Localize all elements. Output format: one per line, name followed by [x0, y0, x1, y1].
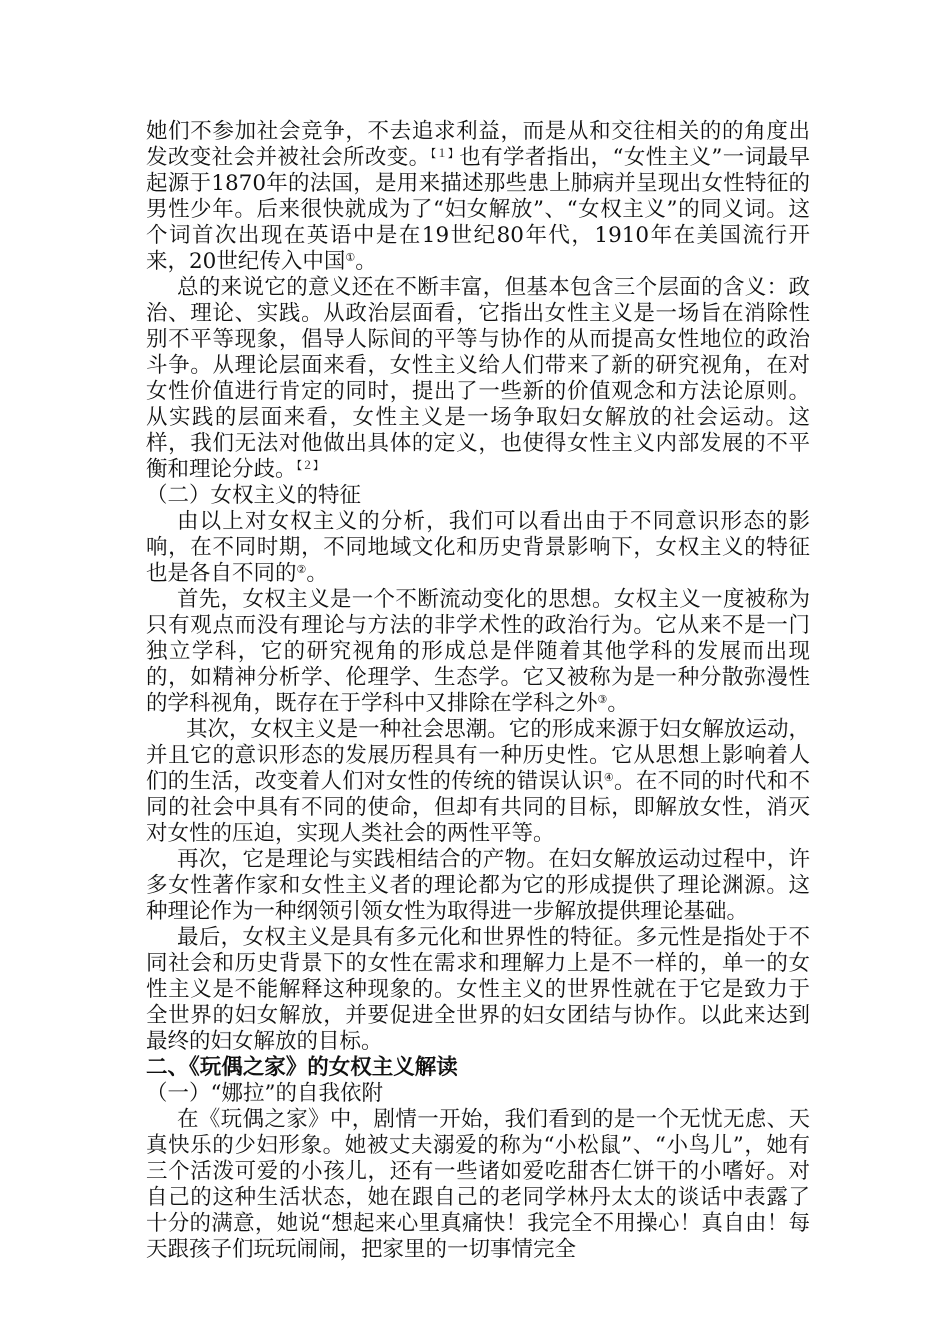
footnote-mark: ④ [603, 771, 615, 784]
footnote-mark: ① [345, 251, 356, 264]
citation-ref: 【２】 [296, 459, 325, 472]
paragraph-6: 再次，它是理论与实践相结合的产物。在妇女解放运动过程中，许多女性著作家和女性主义者的理论都为它的形成提供了理论渊源。这种理论作为一种纲领引领女性为取得进一步解放提供理论基础。 [146, 847, 810, 924]
paragraph-text: 其次，女权主义是一种社会思潮。它的形成来源于妇女解放运动，并且它的意识形态的发展历程具有一种历史性。它从思想上影响着人们的生活，改变着人们对女性的传统的错误认识 [146, 717, 810, 794]
paragraph-5 [146, 717, 810, 847]
punctuation: 。 [306, 561, 328, 586]
section-subheading: （一）“娜拉”的自我依附 [146, 1081, 383, 1106]
body-text [146, 119, 810, 1263]
paragraph-text: 由以上对女权主义的分析，我们可以看出由于不同意识形态的影响，在不同时期，不同地域文化和历史背景影响下，女权主义的特征也是各自不同的 [146, 509, 810, 586]
citation-ref: 【１】 [430, 147, 460, 160]
paragraph-1 [146, 119, 810, 275]
paragraph-4 [146, 587, 810, 717]
paragraph-2 [146, 275, 810, 483]
paragraph-7: 最后，女权主义是具有多元化和世界性的特征。多元性是指处于不同社会和历史背景下的女性在需求和理解力上是不一样的，单一的女性主义是不能解释这种现象的。女性主义的世界性就在于它是致力于全世界的妇女解放，并要促进全世界的妇女团结与协作。以此来达到最终的妇女解放的目标。 [146, 925, 810, 1054]
punctuation: 。 [355, 249, 377, 274]
section-heading: 二、《玩偶之家》的女权主义解读 [146, 1055, 458, 1080]
paragraph-8: 在《玩偶之家》中，剧情一开始，我们看到的是一个无忧无虑、天真快乐的少妇形象。她被丈夫溺爱的称为“小松鼠”、“小鸟儿”，她有三个活泼可爱的小孩儿，还有一些诸如爱吃甜杏仁饼干的小嗜好。对自己的这种生活状态，她在跟自己的老同学林丹太太的谈话中表露了十分的满意，她说“想起来心里真痛快！我完全不用操心！真自由！每天跟孩子们玩玩闹闹，把家里的一切事情完全 [146, 1107, 810, 1262]
paragraph-text: 首先，女权主义是一个不断流动变化的思想。女权主义一度被称为只有观点而没有理论与方法的非学术性的政治行为。它从来不是一门独立学科，它的研究视角的形成总是伴随着其他学科的发展而出现的，如精神分析学、伦理学、生态学。它又被称为是一种分散弥漫性的学科视角，既存在于学科中又排除在学科之外 [146, 587, 810, 716]
footnote-mark: ② [296, 563, 307, 576]
punctuation: 。 [607, 691, 629, 716]
paragraph-text: 也有学者指出，“女性主义”一词最早起源于1870年的法国，是用来描述那些患上肺病并呈现出女性特征的男性少年。后来很快就成为了“妇女解放”、“女权主义”的同义词。这个词首次出现在英语中是在19世纪80年代，1910年在美国流行开来，20世纪传入中国 [146, 145, 810, 274]
footnote-mark: ③ [597, 693, 608, 706]
paragraph-text: 。在不同的时代和不同的社会中具有不同的使命，但却有共同的目标，即解放女性，消灭对女性的压迫，实现人类社会的两性平等。 [146, 769, 810, 846]
paragraph-3 [146, 509, 810, 587]
paragraph-text: 她们不参加社会竞争，不去追求利益，而是从和交往相关的的角度出发改变社会并被社会所改变。 [146, 119, 810, 170]
paragraph-text: 总的来说它的意义还在不断丰富，但基本包含三个层面的含义：政治、理论、实践。从政治层面看，它指出女性主义是一场旨在消除性别不平等现象，倡导人际间的平等与协作的从而提高女性地位的政治斗争。从理论层面来看，女性主义给人们带来了新的研究视角，在对女性价值进行肯定的同时，提出了一些新的价值观念和方法论原则。从实践的层面来看，女性主义是一场争取妇女解放的社会运动。这样，我们无法对他做出具体的定义，也使得女性主义内部发展的不平衡和理论分歧。 [146, 275, 810, 482]
section-subheading: （二）女权主义的特征 [146, 483, 362, 508]
